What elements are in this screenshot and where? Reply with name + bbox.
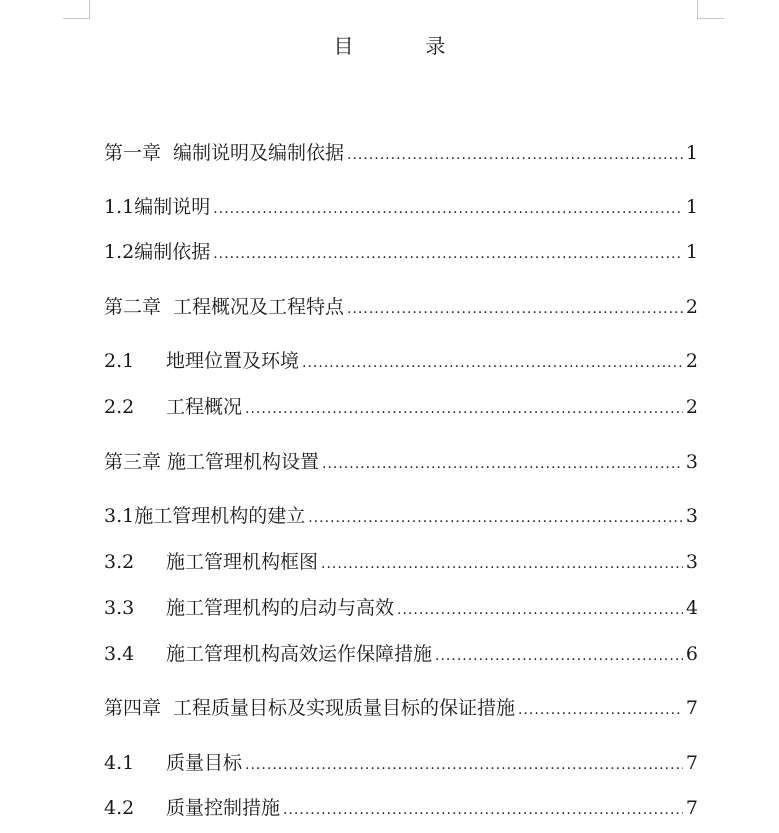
toc-entry-1-2[interactable] — [104, 239, 698, 265]
toc-entry-3-3[interactable] — [104, 595, 698, 621]
toc-entry-number: 3.3 — [104, 597, 135, 619]
toc-entry-text: 工程质量目标及实现质量目标的保证措施 — [173, 697, 516, 719]
toc-entry-number: 3.1 — [104, 505, 135, 527]
toc-entry-text: 施工管理机构框图 — [166, 551, 319, 573]
toc-entry-text: 施工管理机构的启动与高效 — [166, 597, 395, 619]
toc-entry-1-1[interactable] — [104, 194, 698, 220]
toc-dot-leader — [518, 697, 683, 723]
toc-entry-2-2[interactable] — [104, 394, 698, 420]
toc-dot-leader — [245, 396, 683, 422]
toc-entry-text: 质量控制措施 — [166, 797, 281, 819]
toc-entry-chapter-3[interactable] — [104, 449, 698, 475]
toc-entry-text: 工程概况 — [166, 396, 243, 418]
toc-entry-page: 3 — [685, 451, 698, 473]
toc-dot-leader — [321, 551, 683, 577]
toc-entry-number: 2.1 — [104, 350, 135, 372]
toc-entry-text: 质量目标 — [166, 752, 243, 774]
toc-entry-page: 3 — [685, 551, 698, 573]
toc-entry-4-2[interactable] — [104, 795, 698, 821]
toc-entry-page: 6 — [685, 643, 698, 665]
toc-entry-text: 施工管理机构高效运作保障措施 — [166, 643, 433, 665]
toc-entry-page: 1 — [685, 241, 698, 263]
toc-entry-number: 1.2 — [104, 241, 135, 263]
toc-entry-chapter-1[interactable] — [104, 140, 698, 166]
toc-title: 目 录 — [333, 34, 472, 58]
toc-entry-page: 4 — [685, 597, 698, 619]
toc-dot-leader — [347, 142, 683, 168]
toc-entry-number: 第二章 — [104, 296, 162, 318]
toc-entry-number: 第三章 — [104, 451, 162, 473]
page-corner-mark-top-left — [63, 0, 90, 19]
toc-entry-page: 7 — [685, 697, 698, 719]
toc-dot-leader — [322, 451, 683, 477]
toc-entry-number: 第四章 — [104, 697, 162, 719]
toc-dot-leader — [245, 752, 683, 778]
toc-dot-leader — [302, 350, 683, 376]
toc-dot-leader — [397, 597, 683, 623]
toc-entry-4-1[interactable] — [104, 750, 698, 776]
toc-entry-number: 1.1 — [104, 196, 135, 218]
toc-entry-number: 2.2 — [104, 396, 135, 418]
toc-entry-text: 编制依据 — [134, 241, 211, 263]
toc-entry-number: 4.1 — [104, 752, 135, 774]
toc-dot-leader — [435, 643, 683, 669]
toc-entry-page: 7 — [685, 752, 698, 774]
toc-entry-text: 工程概况及工程特点 — [173, 296, 345, 318]
toc-entry-3-1[interactable] — [104, 503, 698, 529]
page-corner-mark-top-right — [697, 0, 724, 19]
toc-dot-leader — [308, 505, 683, 531]
toc-dot-leader — [213, 241, 683, 267]
toc-dot-leader — [213, 196, 683, 222]
toc-entry-number: 4.2 — [104, 797, 135, 819]
toc-entry-chapter-2[interactable] — [104, 294, 698, 320]
toc-entry-page: 2 — [685, 396, 698, 418]
toc-dot-leader — [347, 296, 683, 322]
toc-entry-2-1[interactable] — [104, 348, 698, 374]
toc-entry-number: 3.4 — [104, 643, 135, 665]
toc-entry-page: 2 — [685, 350, 698, 372]
toc-entry-chapter-4[interactable] — [104, 695, 698, 721]
toc-entry-text: 施工管理机构设置 — [167, 451, 320, 473]
toc-entry-text: 编制说明及编制依据 — [173, 142, 345, 164]
toc-entry-page: 3 — [685, 505, 698, 527]
toc-dot-leader — [283, 797, 683, 823]
toc-entry-page: 7 — [685, 797, 698, 819]
toc-entry-page: 1 — [685, 142, 698, 164]
toc-entry-3-4[interactable] — [104, 641, 698, 667]
toc-entry-3-2[interactable] — [104, 549, 698, 575]
toc-entry-text: 编制说明 — [134, 196, 211, 218]
toc-entry-text: 地理位置及环境 — [166, 350, 300, 372]
toc-entry-page: 2 — [685, 296, 698, 318]
toc-entry-number: 第一章 — [104, 142, 162, 164]
toc-entry-number: 3.2 — [104, 551, 135, 573]
toc-entry-text: 施工管理机构的建立 — [134, 505, 306, 527]
toc-entry-page: 1 — [685, 196, 698, 218]
